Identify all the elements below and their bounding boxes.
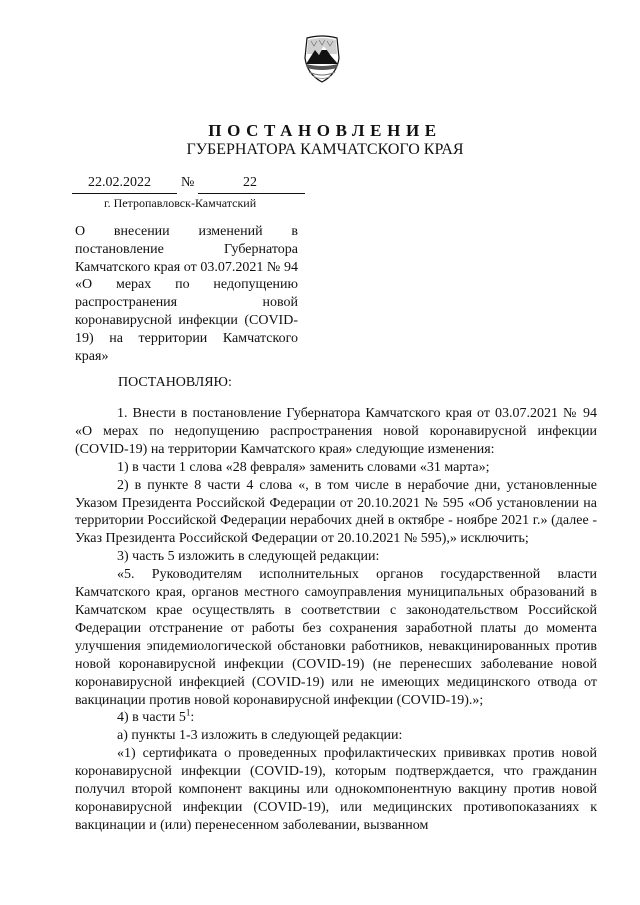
document-city: г. Петропавловск-Камчатский <box>104 196 257 210</box>
document-lead-title: О внесении изменений в постановление Губернатора Камчатского края от 03.07.2021 № 94 «О мерах по недопущению распространения новой коронавирусной инфекции (COVID-19) на территории Камчатского края» <box>75 224 298 364</box>
document-subtitle: ГУБЕРНАТОРА КАМЧАТСКОГО КРАЯ <box>186 141 464 158</box>
paragraph-4: 3) часть 5 изложить в следующей редакции: <box>117 549 380 565</box>
resolve-heading: ПОСТАНОВЛЯЮ: <box>118 375 232 390</box>
document-body <box>75 405 597 835</box>
paragraph-6-superscript: 1 <box>185 707 191 718</box>
paragraph-5: «5. Руководителям исполнительных органов государственной власти Камчатского края, органов местного самоуправления муниципальных образований в Камчатском крае осуществлять в соответствии с законодательством Российской Федерации отстранение от работы без сохранения заработной платы до момента улучшения эпидемиологической обстановки работников, невакцинированных против новой коронавирусной инфекции (COVID-19) (не перенесших заболевание новой коронавирусной инфекцией (COVID-19) или не имеющих медицинского отвода от вакцинации против новой коронавирусной инфекции (COVID-19).»; <box>75 567 597 708</box>
date-underline <box>72 193 177 194</box>
paragraph-6 <box>75 709 597 727</box>
number-underline <box>198 193 305 194</box>
document-date: 22.02.2022 <box>88 175 151 190</box>
paragraph-3: 2) в пункте 8 части 4 слова «, в том числе в нерабочие дни, установленные Указом Президента Российской Федерации от 20.10.2021 № 595 «Об установлении на территории Российской Федерации нерабочих дней в октябре - ноябре 2021 г.» (далее - Указ Президента Российской Федерации от 20.10.2021 № 595),» исключить; <box>75 477 597 547</box>
coat-of-arms-icon <box>297 34 347 84</box>
paragraph-6-text: 4) в части 5 <box>117 710 186 726</box>
number-sign: № <box>181 175 195 190</box>
paragraph-2: 1) в части 1 слова «28 февраля» заменить словами «31 марта»; <box>117 459 490 475</box>
paragraph-7: а) пункты 1-3 изложить в следующей редакции: <box>117 728 403 744</box>
paragraph-6-tail: : <box>190 710 195 726</box>
paragraph-1: 1. Внести в постановление Губернатора Камчатского края от 03.07.2021 № 94 «О мерах по недопущению распространения новой коронавирусной инфекции (COVID-19) на территории Камчатского края» следующие изменения: <box>75 406 597 457</box>
paragraph-8: «1) сертификата о проведенных профилактических прививках против новой коронавирусной инфекции (COVID-19), которым подтверждается, что гражданин получил второй компонент вакцины или однокомпонентную вакцину против новой коронавирусной инфекции (COVID-19), или медицинских противопоказаниях к вакцинации и (или) перенесенном заболевании, вызванном <box>75 746 597 833</box>
document-title: ПОСТАНОВЛЕНИЕ <box>208 121 442 140</box>
document-number: 22 <box>243 175 257 190</box>
